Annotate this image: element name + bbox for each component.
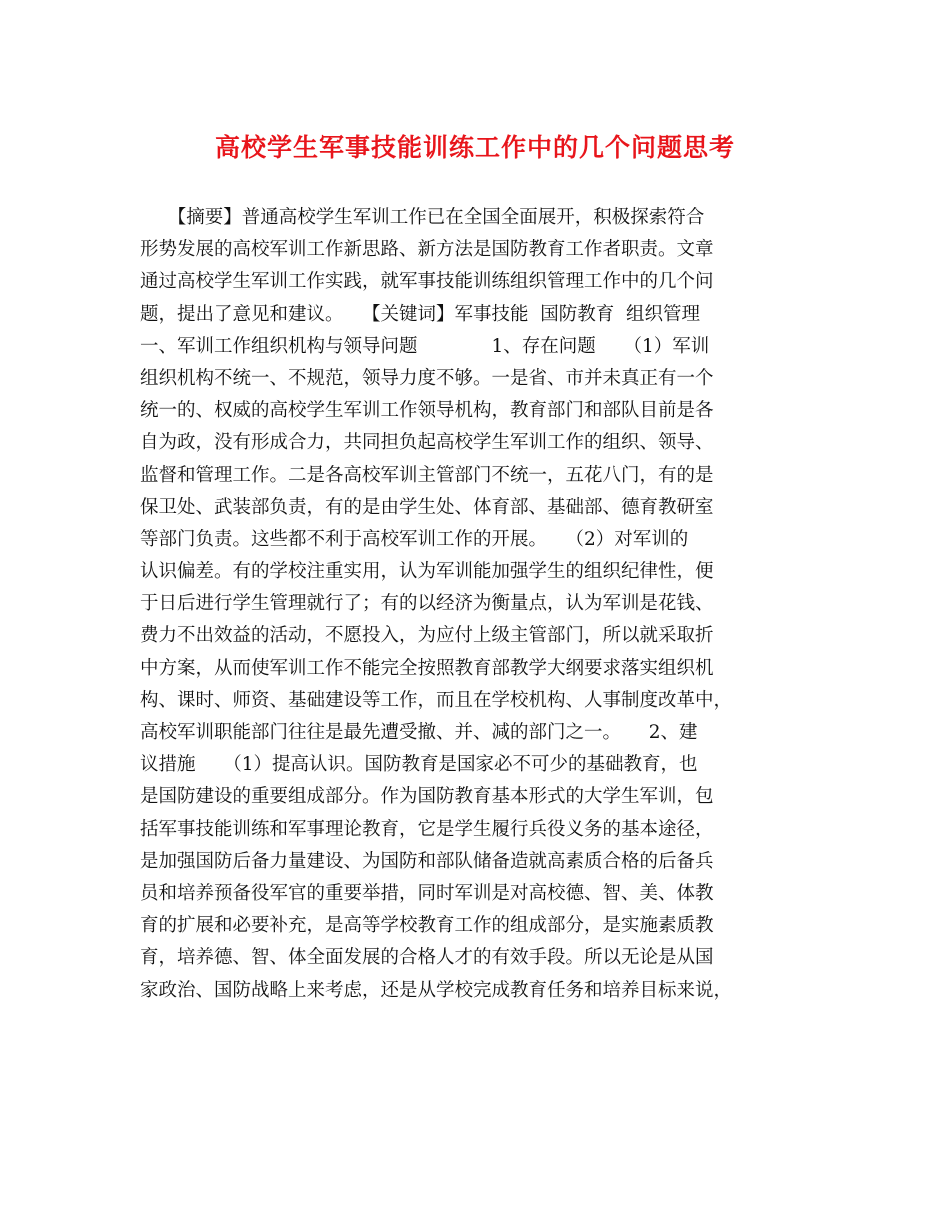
- body-line: 是加强国防后备力量建设、为国防和部队储备造就高素质合格的后备兵: [140, 850, 714, 872]
- body-line: 员和培养预备役军官的重要举措，同时军训是对高校德、智、美、体教: [140, 882, 714, 904]
- body-line: 于日后进行学生管理就行了；有的以经济为衡量点，认为军训是花钱、: [140, 593, 714, 615]
- body-line: 保卫处、武装部负责，有的是由学生处、体育部、基础部、德育教研室: [140, 496, 714, 518]
- body-line: 费力不出效益的活动，不愿投入，为应付上级主管部门，所以就采取折: [140, 625, 714, 647]
- body-line: 形势发展的高校军训工作新思路、新方法是国防教育工作者职责。文章: [140, 239, 714, 261]
- body-line: 议措施 （1）提高认识。国防教育是国家必不可少的基础教育，也: [140, 754, 698, 776]
- body-line: 等部门负责。这些都不利于高校军训工作的开展。 （2）对军训的: [140, 528, 689, 550]
- body-line: 构、课时、师资、基础建设等工作，而且在学校机构、人事制度改革中，: [140, 689, 733, 711]
- document-body: [140, 202, 820, 1007]
- body-line: 组织机构不统一、不规范，领导力度不够。一是省、市并未真正有一个: [140, 367, 714, 389]
- body-line: 题，提出了意见和建议。 【关键词】军事技能 国防教育 组织管理: [140, 303, 701, 325]
- body-line: 育，培养德、智、体全面发展的合格人才的有效手段。所以无论是从国: [140, 947, 714, 969]
- body-line: 括军事技能训练和军事理论教育，它是学生履行兵役义务的基本途径，: [140, 818, 714, 840]
- document-title: 高校学生军事技能训练工作中的几个问题思考: [214, 133, 735, 162]
- body-line: 家政治、国防战略上来考虑，还是从学校完成教育任务和培养目标来说，: [140, 979, 733, 1001]
- body-line: 自为政，没有形成合力，共同担负起高校学生军训工作的组织、领导、: [140, 432, 714, 454]
- body-line: 【摘要】普通高校学生军训工作已在全国全面展开，积极探索符合: [140, 207, 705, 228]
- body-line: 认识偏差。有的学校注重实用，认为军训能加强学生的组织纪律性，便: [140, 561, 714, 583]
- body-line: 是国防建设的重要组成部分。作为国防教育基本形式的大学生军训，包: [140, 786, 714, 808]
- body-line: 一、军训工作组织机构与领导问题 1、存在问题 （1）军训: [140, 335, 710, 357]
- body-line: 育的扩展和必要补充，是高等学校教育工作的组成部分，是实施素质教: [140, 915, 714, 937]
- body-line: 通过高校学生军训工作实践，就军事技能训练组织管理工作中的几个问: [140, 271, 714, 293]
- body-line: 统一的、权威的高校学生军训工作领导机构，教育部门和部队目前是各: [140, 400, 714, 422]
- body-line: 高校军训职能部门往往是最先遭受撤、并、减的部门之一。 2、建: [140, 722, 698, 743]
- body-line: 监督和管理工作。二是各高校军训主管部门不统一，五花八门，有的是: [140, 464, 714, 486]
- body-line: 中方案，从而使军训工作不能完全按照教育部教学大纲要求落实组织机: [140, 657, 714, 679]
